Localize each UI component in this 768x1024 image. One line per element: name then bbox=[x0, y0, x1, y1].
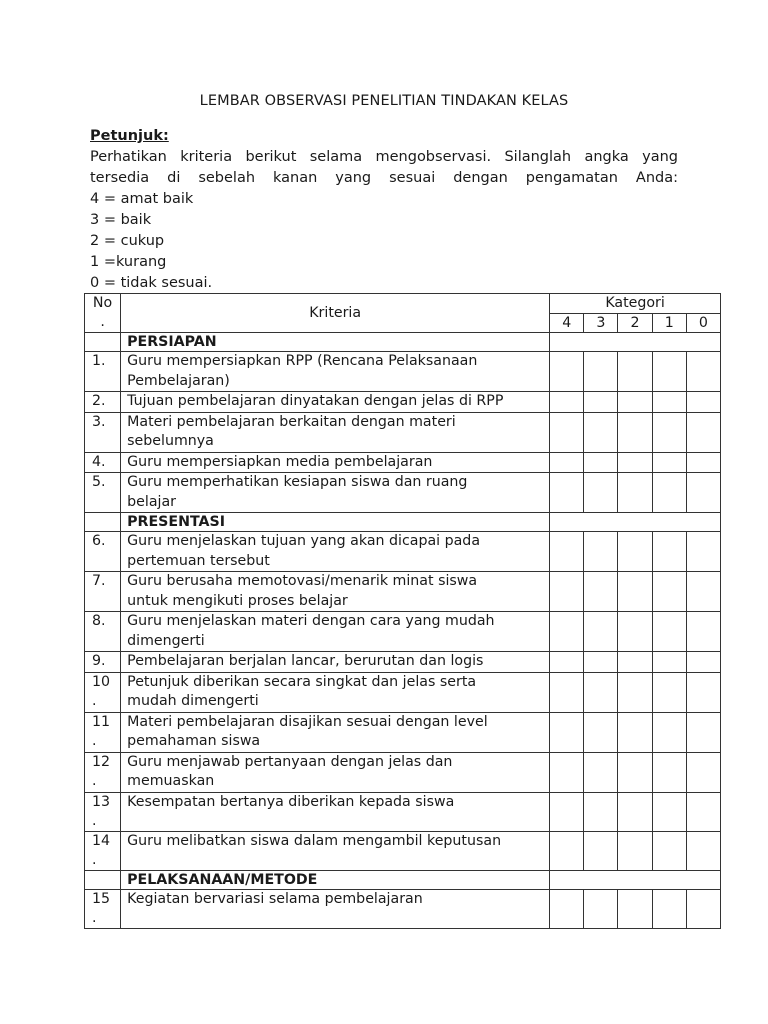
criteria-row bbox=[85, 392, 721, 413]
score-cell-1[interactable] bbox=[652, 889, 686, 928]
criteria-number: 7. bbox=[85, 572, 121, 612]
header-no bbox=[85, 294, 121, 333]
criteria-text: Guru melibatkan siswa dalam mengambil keputusan bbox=[121, 831, 550, 870]
score-cell-4[interactable] bbox=[550, 392, 584, 413]
score-cell-3[interactable] bbox=[584, 352, 618, 392]
criteria-text: Tujuan pembelajaran dinyatakan dengan jelas di RPP bbox=[121, 392, 550, 413]
section-score-cell bbox=[550, 870, 721, 889]
score-cell-1[interactable] bbox=[652, 831, 686, 870]
scale-item-2: 2 = cukup bbox=[90, 233, 165, 249]
score-cell-2[interactable] bbox=[618, 672, 652, 712]
score-cell-2[interactable] bbox=[618, 532, 652, 572]
criteria-row bbox=[85, 752, 721, 792]
criteria-text: Kegiatan bervariasi selama pembelajaran bbox=[121, 889, 550, 928]
instructions-text bbox=[90, 147, 678, 189]
score-cell-1[interactable] bbox=[652, 412, 686, 452]
score-cell-0[interactable] bbox=[686, 752, 720, 792]
criteria-number: 11 . bbox=[85, 712, 121, 752]
score-cell-0[interactable] bbox=[686, 672, 720, 712]
score-cell-3[interactable] bbox=[584, 612, 618, 652]
criteria-row bbox=[85, 712, 721, 752]
criteria-text: Guru mempersiapkan media pembelajaran bbox=[121, 452, 550, 473]
score-cell-2[interactable] bbox=[618, 452, 652, 473]
criteria-number: 6. bbox=[85, 532, 121, 572]
scale-item-4: 4 = amat baik bbox=[90, 191, 194, 207]
score-cell-2[interactable] bbox=[618, 712, 652, 752]
score-cell-0[interactable] bbox=[686, 352, 720, 392]
criteria-text: Materi pembelajaran berkaitan dengan materi sebelumnya bbox=[121, 412, 550, 452]
criteria-number: 13 . bbox=[85, 792, 121, 831]
score-cell-3[interactable] bbox=[584, 672, 618, 712]
criteria-number: 10 . bbox=[85, 672, 121, 712]
criteria-text: Guru berusaha memotovasi/menarik minat siswa untuk mengikuti proses belajar bbox=[121, 572, 550, 612]
criteria-text: Guru menjelaskan materi dengan cara yang mudah dimengerti bbox=[121, 612, 550, 652]
rating-scale-legend bbox=[90, 189, 678, 294]
score-cell-4[interactable] bbox=[550, 612, 584, 652]
score-cell-2[interactable] bbox=[618, 412, 652, 452]
header-score-2: 2 bbox=[618, 314, 652, 333]
score-cell-1[interactable] bbox=[652, 532, 686, 572]
header-score-1: 1 bbox=[652, 314, 686, 333]
score-cell-0[interactable] bbox=[686, 452, 720, 473]
header-score-4: 4 bbox=[550, 314, 584, 333]
section-title: PERSIAPAN bbox=[121, 333, 550, 352]
score-cell-0[interactable] bbox=[686, 412, 720, 452]
criteria-row bbox=[85, 452, 721, 473]
header-score-0: 0 bbox=[686, 314, 720, 333]
score-cell-4[interactable] bbox=[550, 412, 584, 452]
score-cell-2[interactable] bbox=[618, 572, 652, 612]
score-cell-0[interactable] bbox=[686, 392, 720, 413]
score-cell-1[interactable] bbox=[652, 672, 686, 712]
criteria-number: 5. bbox=[85, 473, 121, 513]
instructions-heading: Petunjuk: bbox=[90, 128, 169, 144]
criteria-text: Pembelajaran berjalan lancar, berurutan dan logis bbox=[121, 652, 550, 673]
score-cell-4[interactable] bbox=[550, 652, 584, 673]
section-score-cell bbox=[550, 333, 721, 352]
criteria-text: Petunjuk diberikan secara singkat dan jelas serta mudah dimengerti bbox=[121, 672, 550, 712]
score-cell-1[interactable] bbox=[652, 452, 686, 473]
criteria-row bbox=[85, 612, 721, 652]
criteria-number: 14 . bbox=[85, 831, 121, 870]
score-cell-2[interactable] bbox=[618, 612, 652, 652]
score-cell-1[interactable] bbox=[652, 572, 686, 612]
criteria-text: Guru memperhatikan kesiapan siswa dan ruang belajar bbox=[121, 473, 550, 513]
score-cell-2[interactable] bbox=[618, 792, 652, 831]
score-cell-4[interactable] bbox=[550, 672, 584, 712]
score-cell-3[interactable] bbox=[584, 712, 618, 752]
score-cell-3[interactable] bbox=[584, 652, 618, 673]
score-cell-1[interactable] bbox=[652, 352, 686, 392]
criteria-text: Guru menjawab pertanyaan dengan jelas dan memuaskan bbox=[121, 752, 550, 792]
score-cell-1[interactable] bbox=[652, 652, 686, 673]
criteria-row bbox=[85, 792, 721, 831]
score-cell-3[interactable] bbox=[584, 792, 618, 831]
criteria-text: Guru menjelaskan tujuan yang akan dicapai pada pertemuan tersebut bbox=[121, 532, 550, 572]
criteria-number: 3. bbox=[85, 412, 121, 452]
score-cell-2[interactable] bbox=[618, 752, 652, 792]
criteria-text: Kesempatan bertanya diberikan kepada siswa bbox=[121, 792, 550, 831]
score-cell-2[interactable] bbox=[618, 831, 652, 870]
criteria-number: 15 . bbox=[85, 889, 121, 928]
scale-item-1: 1 =kurang bbox=[90, 254, 167, 270]
criteria-text: Guru mempersiapkan RPP (Rencana Pelaksanaan Pembelajaran) bbox=[121, 352, 550, 392]
score-cell-4[interactable] bbox=[550, 889, 584, 928]
section-title: PRESENTASI bbox=[121, 513, 550, 532]
section-row bbox=[85, 870, 721, 889]
criteria-number: 4. bbox=[85, 452, 121, 473]
score-cell-0[interactable] bbox=[686, 532, 720, 572]
header-score-3: 3 bbox=[584, 314, 618, 333]
criteria-row bbox=[85, 532, 721, 572]
score-cell-0[interactable] bbox=[686, 652, 720, 673]
section-title: PELAKSANAAN/METODE bbox=[121, 870, 550, 889]
criteria-row bbox=[85, 572, 721, 612]
score-cell-3[interactable] bbox=[584, 572, 618, 612]
score-cell-2[interactable] bbox=[618, 473, 652, 513]
criteria-number: 8. bbox=[85, 612, 121, 652]
section-no-cell bbox=[85, 513, 121, 532]
header-no-label: No . bbox=[92, 295, 113, 330]
score-cell-4[interactable] bbox=[550, 712, 584, 752]
criteria-row bbox=[85, 473, 721, 513]
score-cell-3[interactable] bbox=[584, 473, 618, 513]
section-score-cell bbox=[550, 513, 721, 532]
score-cell-0[interactable] bbox=[686, 889, 720, 928]
score-cell-2[interactable] bbox=[618, 889, 652, 928]
score-cell-1[interactable] bbox=[652, 612, 686, 652]
score-cell-4[interactable] bbox=[550, 752, 584, 792]
score-cell-1[interactable] bbox=[652, 392, 686, 413]
score-cell-3[interactable] bbox=[584, 452, 618, 473]
instructions-line-1: Perhatikan kriteria berikut selama mengobservasi. Silanglah angka yang bbox=[90, 149, 678, 165]
score-cell-1[interactable] bbox=[652, 752, 686, 792]
section-no-cell bbox=[85, 333, 121, 352]
score-cell-4[interactable] bbox=[550, 572, 584, 612]
header-kategori: Kategori bbox=[550, 294, 721, 314]
score-cell-4[interactable] bbox=[550, 352, 584, 392]
score-cell-3[interactable] bbox=[584, 392, 618, 413]
section-no-cell bbox=[85, 870, 121, 889]
criteria-row bbox=[85, 831, 721, 870]
score-cell-0[interactable] bbox=[686, 473, 720, 513]
observation-table bbox=[84, 293, 721, 929]
score-cell-3[interactable] bbox=[584, 532, 618, 572]
score-cell-1[interactable] bbox=[652, 712, 686, 752]
score-cell-3[interactable] bbox=[584, 752, 618, 792]
criteria-row bbox=[85, 889, 721, 928]
score-cell-4[interactable] bbox=[550, 532, 584, 572]
criteria-number: 1. bbox=[85, 352, 121, 392]
criteria-number: 2. bbox=[85, 392, 121, 413]
instructions-line-2: tersedia di sebelah kanan yang sesuai dengan pengamatan Anda: bbox=[90, 170, 678, 186]
score-cell-0[interactable] bbox=[686, 712, 720, 752]
score-cell-2[interactable] bbox=[618, 392, 652, 413]
scale-item-0: 0 = tidak sesuai. bbox=[90, 275, 213, 291]
score-cell-0[interactable] bbox=[686, 612, 720, 652]
criteria-number: 12 . bbox=[85, 752, 121, 792]
scale-item-3: 3 = baik bbox=[90, 212, 152, 228]
score-cell-4[interactable] bbox=[550, 831, 584, 870]
criteria-row bbox=[85, 652, 721, 673]
score-cell-4[interactable] bbox=[550, 473, 584, 513]
criteria-row bbox=[85, 352, 721, 392]
page-title: LEMBAR OBSERVASI PENELITIAN TINDAKAN KELAS bbox=[199, 93, 569, 109]
section-row bbox=[85, 333, 721, 352]
score-cell-3[interactable] bbox=[584, 412, 618, 452]
criteria-number: 9. bbox=[85, 652, 121, 673]
criteria-row bbox=[85, 412, 721, 452]
score-cell-1[interactable] bbox=[652, 473, 686, 513]
score-cell-1[interactable] bbox=[652, 792, 686, 831]
score-cell-0[interactable] bbox=[686, 792, 720, 831]
score-cell-0[interactable] bbox=[686, 831, 720, 870]
header-kriteria: Kriteria bbox=[121, 294, 550, 333]
score-cell-4[interactable] bbox=[550, 792, 584, 831]
score-cell-0[interactable] bbox=[686, 572, 720, 612]
score-cell-4[interactable] bbox=[550, 452, 584, 473]
score-cell-3[interactable] bbox=[584, 889, 618, 928]
criteria-text: Materi pembelajaran disajikan sesuai dengan level pemahaman siswa bbox=[121, 712, 550, 752]
score-cell-3[interactable] bbox=[584, 831, 618, 870]
criteria-row bbox=[85, 672, 721, 712]
section-row bbox=[85, 513, 721, 532]
score-cell-2[interactable] bbox=[618, 652, 652, 673]
score-cell-2[interactable] bbox=[618, 352, 652, 392]
